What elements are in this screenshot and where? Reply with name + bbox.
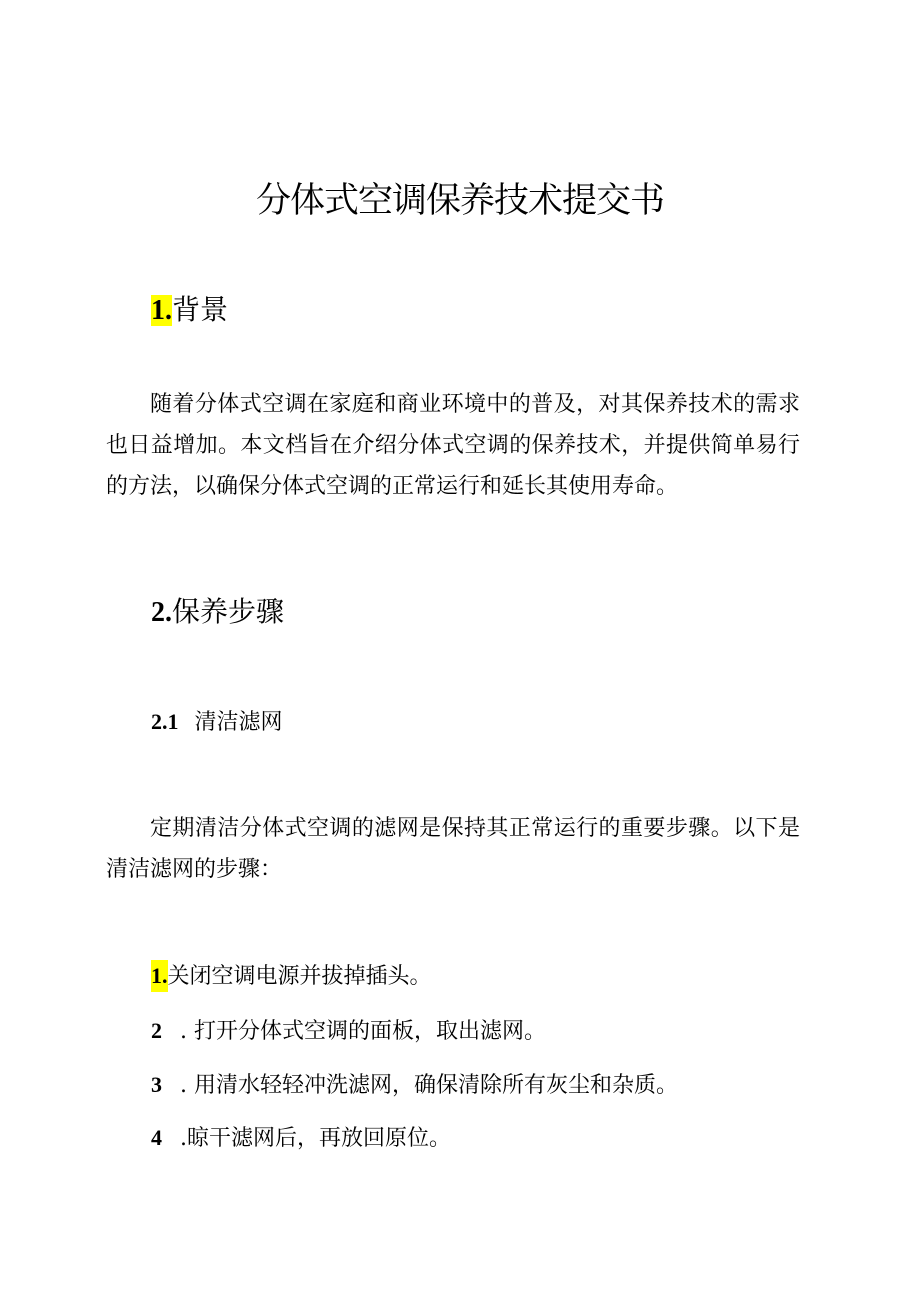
step-4 xyxy=(151,1122,451,1155)
section-1-title: 背景 xyxy=(172,293,229,326)
subsection-2-1-heading xyxy=(151,707,283,738)
step-3-number: 3 xyxy=(151,1072,162,1097)
section-2-heading xyxy=(151,593,284,632)
section-1-number: 1. xyxy=(151,295,172,326)
subsection-2-1-number: 2.1 xyxy=(151,709,179,734)
document-title: 分体式空调保养技术提交书 xyxy=(255,181,664,221)
section-1-paragraph: 随着分体式空调在家庭和商业环境中的普及，对其保养技术的需求也日益增加。本文档旨在介绍分体式空调的保养技术，并提供简单易行的方法，以确保分体式空调的正常运行和延长其使用寿命。 xyxy=(106,392,800,499)
step-3-text: . 用清水轻轻冲洗滤网，确保清除所有灰尘和杂质。 xyxy=(180,1073,678,1098)
step-2-text: . 打开分体式空调的面板，取出滤网。 xyxy=(180,1019,546,1044)
step-2 xyxy=(151,1015,546,1048)
step-1-text: 关闭空调电源并拔掉插头。 xyxy=(167,964,432,989)
section-2-title: 保养步骤 xyxy=(172,595,285,628)
step-2-number: 2 xyxy=(151,1018,162,1043)
section-2-number: 2. xyxy=(151,597,172,628)
subsection-2-1-title: 清洁滤网 xyxy=(194,710,283,735)
step-3 xyxy=(151,1069,678,1102)
section-1-heading xyxy=(151,291,228,330)
step-4-text: .晾干滤网后，再放回原位。 xyxy=(180,1126,451,1151)
step-4-number: 4 xyxy=(151,1125,162,1150)
subsection-2-1-paragraph: 定期清洁分体式空调的滤网是保持其正常运行的重要步骤。以下是清洁滤网的步骤： xyxy=(106,816,800,882)
step-1-number: 1. xyxy=(151,960,168,992)
step-1 xyxy=(151,960,432,993)
